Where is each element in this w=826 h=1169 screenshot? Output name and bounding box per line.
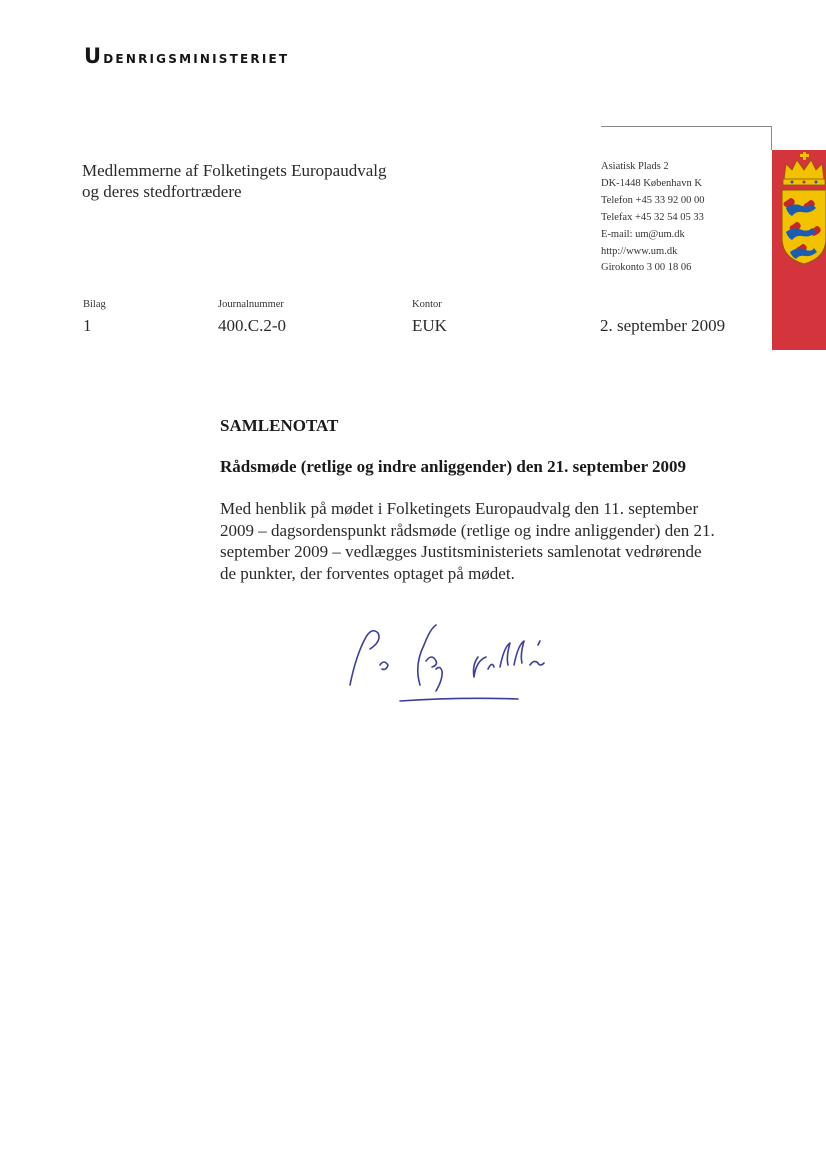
kontor-value: EUK bbox=[412, 316, 447, 335]
body-line: de punkter, der forventes optaget på mødet. bbox=[220, 563, 515, 583]
contact-web: http://www.um.dk bbox=[601, 245, 678, 257]
crest-icon bbox=[772, 150, 826, 350]
header-rule-corner bbox=[771, 126, 772, 150]
signature bbox=[340, 615, 570, 715]
contact-giro: Girokonto 3 00 18 06 bbox=[601, 262, 692, 274]
contact-address: Asiatisk Plads 2 bbox=[601, 161, 669, 172]
journal-label: Journalnummer bbox=[218, 299, 284, 310]
bilag-label: Bilag bbox=[83, 299, 106, 310]
contact-fax: Telefax +45 32 54 05 33 bbox=[601, 211, 704, 223]
contact-email: E-mail: um@um.dk bbox=[601, 228, 685, 240]
recipient-line-2: og deres stedfortrædere bbox=[82, 182, 242, 201]
crest-panel bbox=[772, 150, 826, 350]
document-body bbox=[220, 498, 740, 584]
document-type: SAMLENOTAT bbox=[220, 416, 339, 435]
body-line: Med henblik på mødet i Folketingets Europaudvalg den 11. september bbox=[220, 499, 699, 518]
recipient-block bbox=[82, 160, 387, 202]
kontor-label: Kontor bbox=[412, 299, 442, 310]
recipient-line-1: Medlemmerne af Folketingets Europaudvalg bbox=[82, 161, 387, 180]
document-date: 2. september 2009 bbox=[600, 316, 726, 335]
document-subject: Rådsmøde (retlige og indre anliggender) den 21. september 2009 bbox=[220, 457, 687, 476]
journal-value: 400.C.2-0 bbox=[218, 316, 286, 335]
contact-phone: Telefon +45 33 92 00 00 bbox=[601, 194, 705, 206]
body-line: 2009 – dagsordenspunkt rådsmøde (retlige og indre anliggender) den 21. bbox=[220, 520, 715, 540]
header-rule bbox=[601, 126, 772, 127]
contact-city: DK-1448 København K bbox=[601, 177, 702, 189]
bilag-value: 1 bbox=[83, 316, 92, 335]
contact-block bbox=[601, 159, 704, 277]
ministry-name: Udenrigsministeriet bbox=[84, 44, 290, 68]
body-line: september 2009 – vedlægges Justitsministeriets samlenotat vedrørende bbox=[220, 542, 702, 561]
